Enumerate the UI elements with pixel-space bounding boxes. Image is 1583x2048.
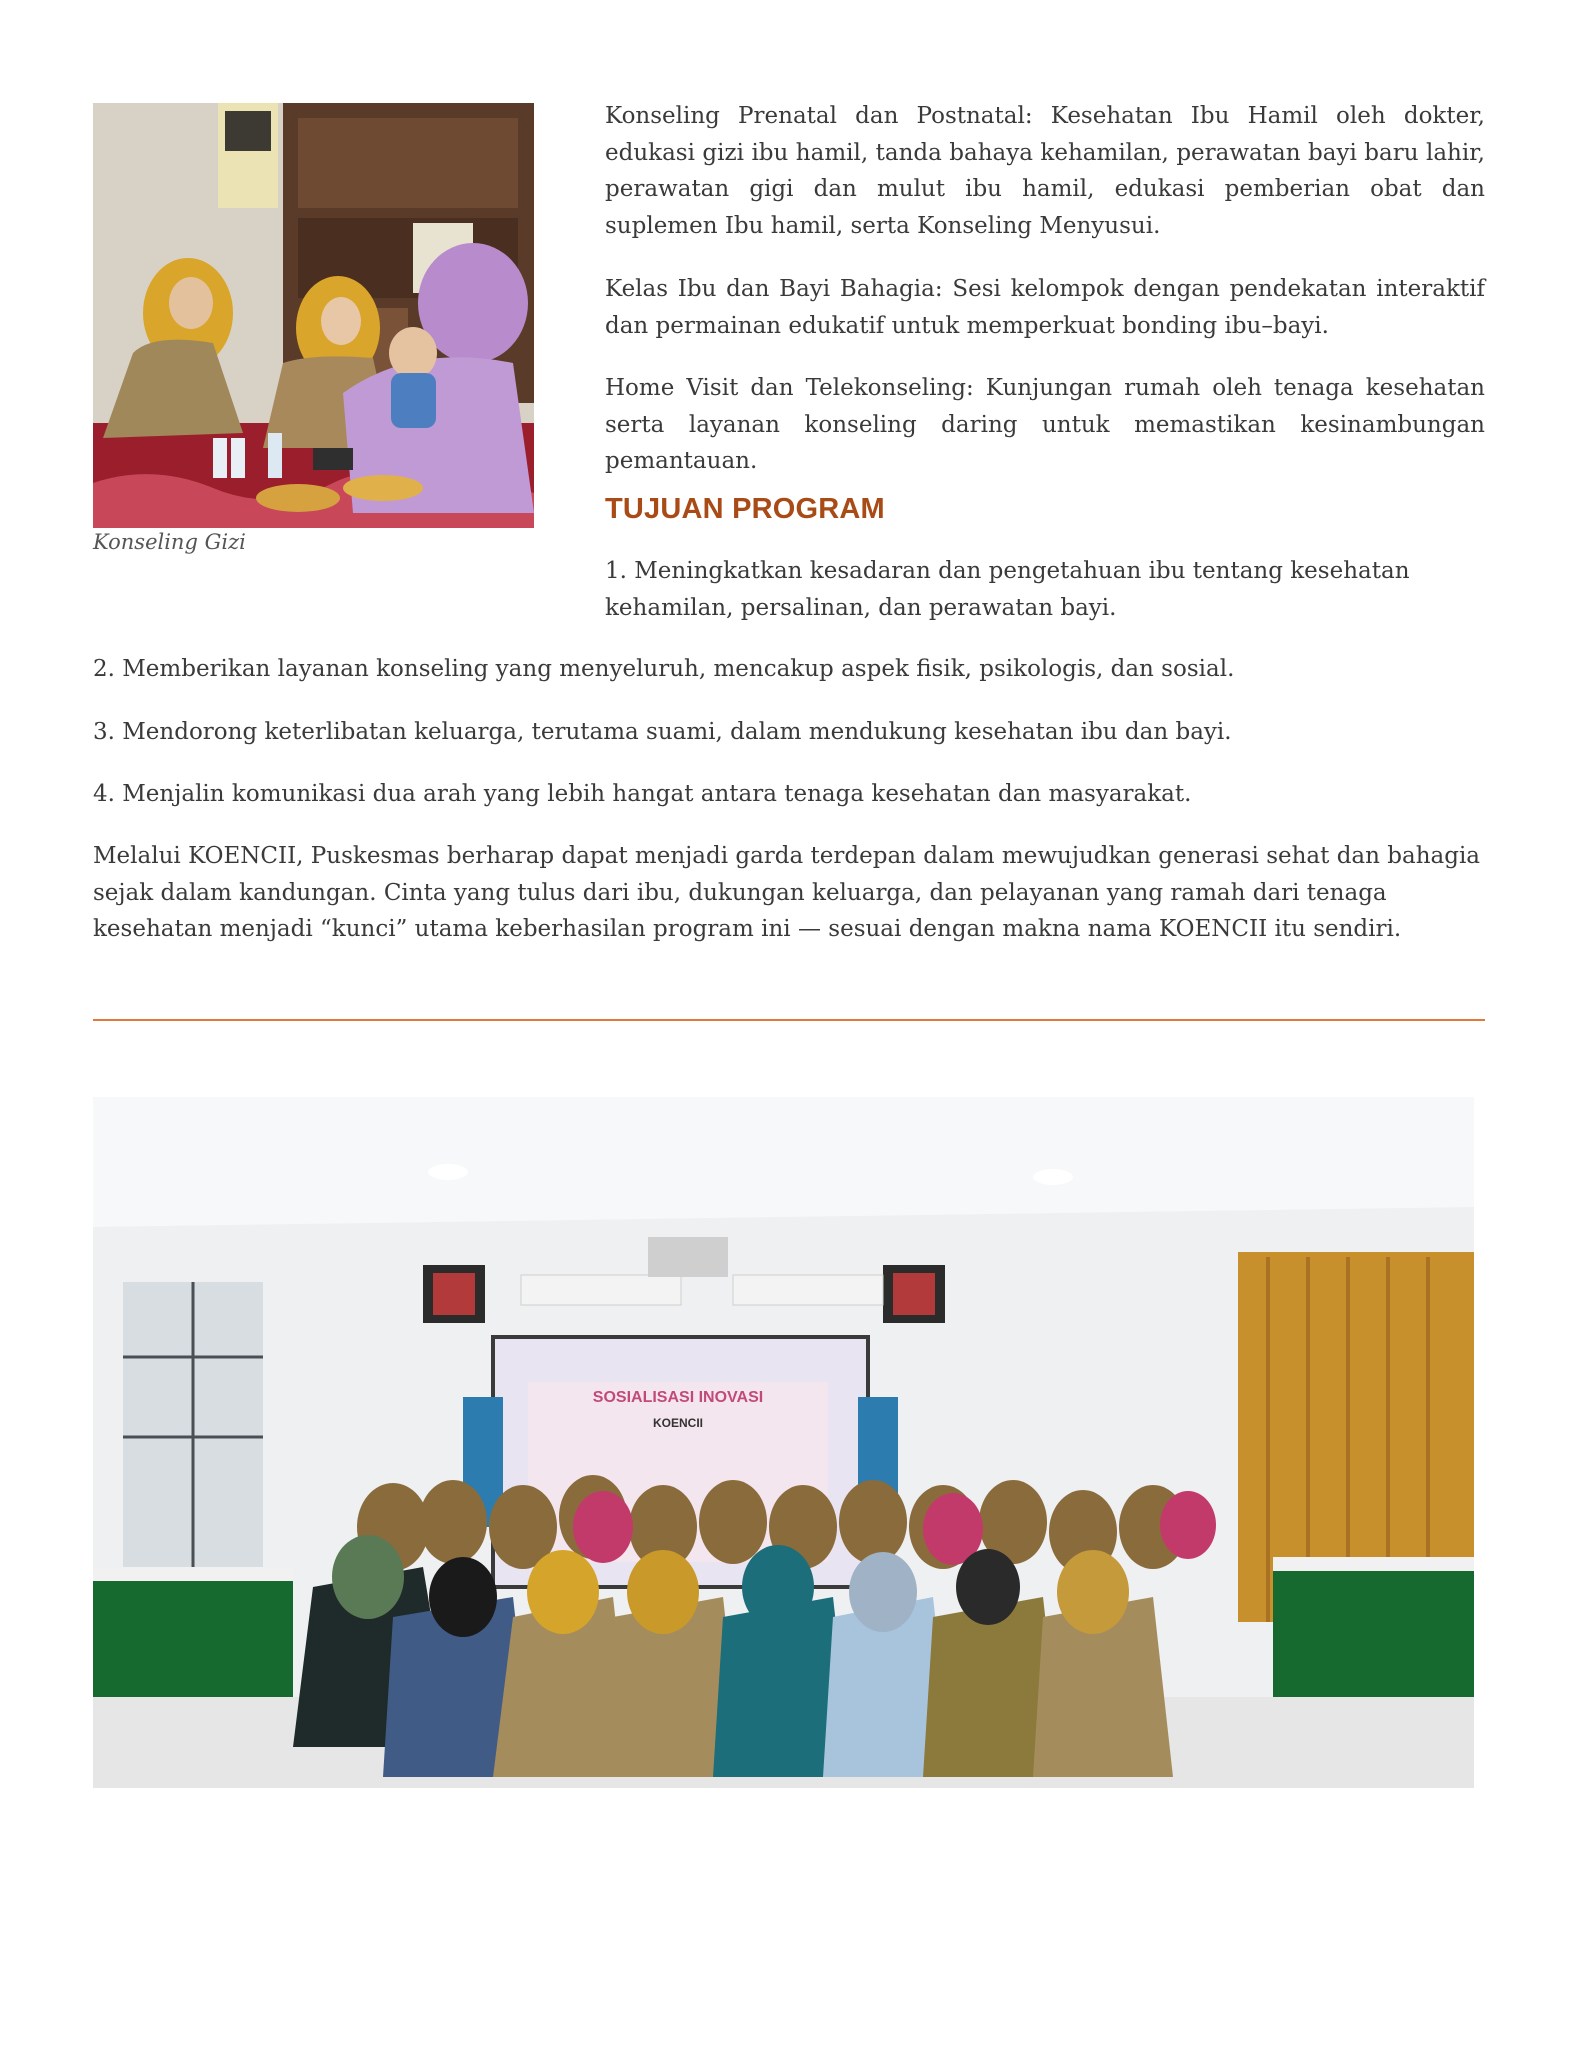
screen-title: SOSIALISASI INOVASI	[592, 1389, 764, 1406]
paragraph-text: Home Visit dan Telekonseling: Kunjungan rumah oleh tenaga kesehatan serta layanan konseling daring untuk memastikan kesinambungan pemantauan.	[605, 375, 1485, 474]
horizontal-divider	[93, 1019, 1485, 1021]
paragraph-kelas-ibu	[605, 271, 1485, 344]
goal-item-3	[93, 714, 1485, 751]
paragraph-text: Kelas Ibu dan Bayi Bahagia: Sesi kelompok dengan pendekatan interaktif dan permainan edukatif untuk memperkuat bonding ibu–bayi.	[605, 276, 1485, 339]
konseling-gizi-photo	[93, 103, 534, 528]
screen-subtitle: KOENCII	[652, 1416, 704, 1430]
section-heading: TUJUAN PROGRAM	[605, 493, 885, 525]
goal-text: 1. Meningkatkan kesadaran dan pengetahuan ibu tentang kesehatan kehamilan, persalinan, dan perawatan bayi.	[605, 558, 1410, 621]
photo-caption: Konseling Gizi	[93, 530, 246, 554]
goal-item-1	[605, 553, 1485, 626]
paragraph-text: Konseling Prenatal dan Postnatal: Kesehatan Ibu Hamil oleh dokter, edukasi gizi ibu hamil, tanda bahaya kehamilan, perawatan bayi baru lahir, perawatan gigi dan mulut ibu hamil, edukasi pemberian obat dan suplemen Ibu hamil, serta Konseling Menyusui.	[605, 103, 1485, 239]
goal-item-2	[93, 651, 1485, 688]
paragraph-home-visit	[605, 370, 1485, 480]
paragraph-prenatal	[605, 98, 1485, 244]
group-photo	[93, 1097, 1474, 1788]
goal-text: 3. Mendorong keterlibatan keluarga, terutama suami, dalam mendukung kesehatan ibu dan bayi.	[93, 719, 1232, 745]
goal-text: 2. Memberikan layanan konseling yang menyeluruh, mencakup aspek fisik, psikologis, dan sosial.	[93, 656, 1235, 682]
goal-text: 4. Menjalin komunikasi dua arah yang lebih hangat antara tenaga kesehatan dan masyarakat.	[93, 781, 1192, 807]
closing-text: Melalui KOENCII, Puskesmas berharap dapat menjadi garda terdepan dalam mewujudkan generasi sehat dan bahagia sejak dalam kandungan. Cinta yang tulus dari ibu, dukungan keluarga, dan pelayanan yang ramah dari tenaga kesehatan menjadi “kunci” utama keberhasilan program ini — sesuai dengan makna nama KOENCII itu sendiri.	[93, 843, 1481, 942]
goal-item-4	[93, 776, 1485, 813]
closing-paragraph	[93, 838, 1485, 948]
